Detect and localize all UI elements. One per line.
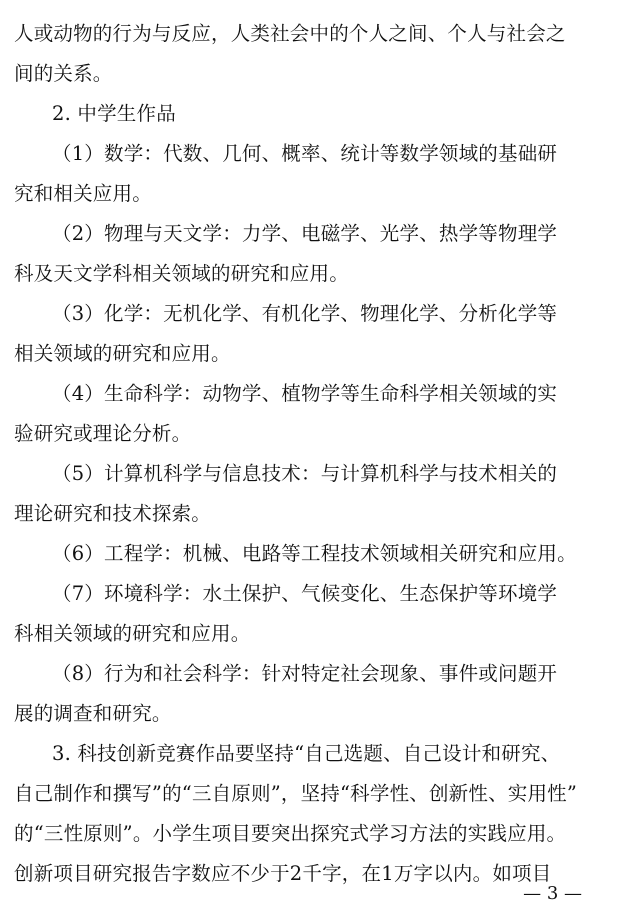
text-line-requirement-2: 自己制作和撰写”的“三自原则”，坚持“科学性、创新性、实用性” (14, 782, 578, 805)
text-line-engineering: （6）工程学：机械、电路等工程技术领域相关研究和应用。 (52, 542, 577, 565)
text-line-computer-science-2: 理论研究和技术探索。 (14, 502, 212, 525)
text-line-1: 人或动物的行为与反应，人类社会中的个人之间、个人与社会之 (14, 22, 566, 45)
text-line-chemistry-1: （3）化学：无机化学、有机化学、物理化学、分析化学等 (52, 302, 558, 325)
text-line-social-science-2: 展的调查和研究。 (14, 702, 172, 725)
text-line-environment-1: （7）环境科学：水土保护、气候变化、生态保护等环境学 (52, 582, 558, 605)
text-line-life-science-1: （4）生命科学：动物学、植物学等生命科学相关领域的实 (52, 382, 558, 405)
text-line-life-science-2: 验研究或理论分析。 (14, 422, 192, 445)
text-line-math-1: （1）数学：代数、几何、概率、统计等数学领域的基础研 (52, 142, 558, 165)
text-line-social-science-1: （8）行为和社会科学：针对特定社会现象、事件或问题开 (52, 662, 558, 685)
text-line-requirement-4: 创新项目研究报告字数应不少于2千字，在1万字以内。如项目 (14, 862, 552, 885)
text-line-environment-2: 科相关领域的研究和应用。 (14, 622, 251, 645)
text-line-computer-science-1: （5）计算机科学与信息技术：与计算机科学与技术相关的 (52, 462, 558, 485)
text-line-requirement-1: 3. 科技创新竞赛作品要坚持“自己选题、自己设计和研究、 (52, 742, 561, 765)
text-line-physics-2: 科及天文学科相关领域的研究和应用。 (14, 262, 349, 285)
text-line-math-2: 究和相关应用。 (14, 182, 152, 205)
text-line-physics-1: （2）物理与天文学：力学、电磁学、光学、热学等物理学 (52, 222, 558, 245)
text-line-2: 间的关系。 (14, 62, 113, 85)
text-line-chemistry-2: 相关领域的研究和应用。 (14, 342, 231, 365)
text-line-requirement-3: 的“三性原则”。小学生项目要突出探究式学习方法的实践应用。 (14, 822, 567, 845)
page-number: — 3 — (523, 883, 582, 904)
section-heading-middle-school: 2. 中学生作品 (52, 102, 176, 125)
